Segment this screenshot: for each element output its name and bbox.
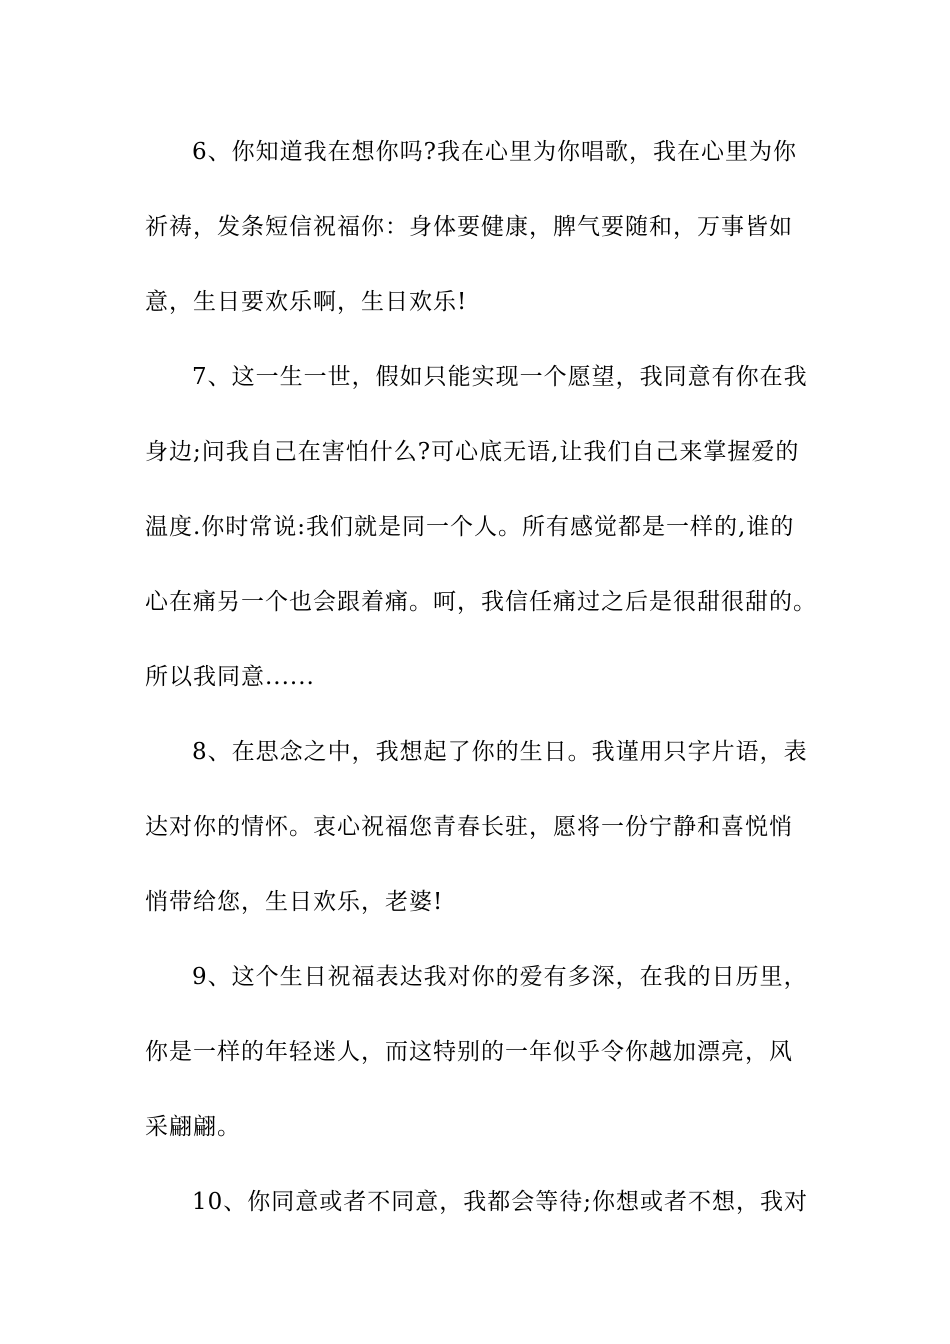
paragraph-7-line-4: 心在痛另一个也会跟着痛。呵，我信任痛过之后是很甜很甜的。	[145, 589, 817, 615]
paragraph-9-line-1: 9、这个生日祝福表达我对你的爱有多深，在我的日历里，	[192, 964, 808, 990]
paragraph-6-line-3: 意，生日要欢乐啊，生日欢乐!	[145, 289, 468, 315]
paragraph-7-line-1: 7、这一生一世，假如只能实现一个愿望，我同意有你在我	[192, 364, 808, 390]
paragraph-9-line-3: 采翩翩。	[145, 1114, 241, 1140]
paragraph-7-line-2: 身边;问我自己在害怕什么?可心底无语,让我们自己来掌握爱的	[145, 439, 800, 465]
paragraph-7-line-5: 所以我同意......	[145, 664, 315, 690]
paragraph-7-line-3: 温度.你时常说:我们就是同一个人。所有感觉都是一样的,谁的	[145, 514, 795, 540]
paragraph-9-line-2: 你是一样的年轻迷人，而这特别的一年似乎令你越加漂亮，风	[145, 1039, 793, 1065]
paragraph-8-line-2: 达对你的情怀。衷心祝福您青春长驻，愿将一份宁静和喜悦悄	[145, 814, 793, 840]
paragraph-6-line-2: 祈祷，发条短信祝福你：身体要健康，脾气要随和，万事皆如	[145, 214, 793, 240]
paragraph-6-line-1: 6、你知道我在想你吗?我在心里为你唱歌，我在心里为你	[192, 139, 797, 165]
paragraph-8-line-1: 8、在思念之中，我想起了你的生日。我谨用只字片语，表	[192, 739, 808, 765]
paragraph-10-line-1: 10、你同意或者不同意，我都会等待;你想或者不想，我对	[192, 1189, 809, 1215]
paragraph-8-line-3: 悄带给您，生日欢乐，老婆!	[145, 889, 444, 915]
